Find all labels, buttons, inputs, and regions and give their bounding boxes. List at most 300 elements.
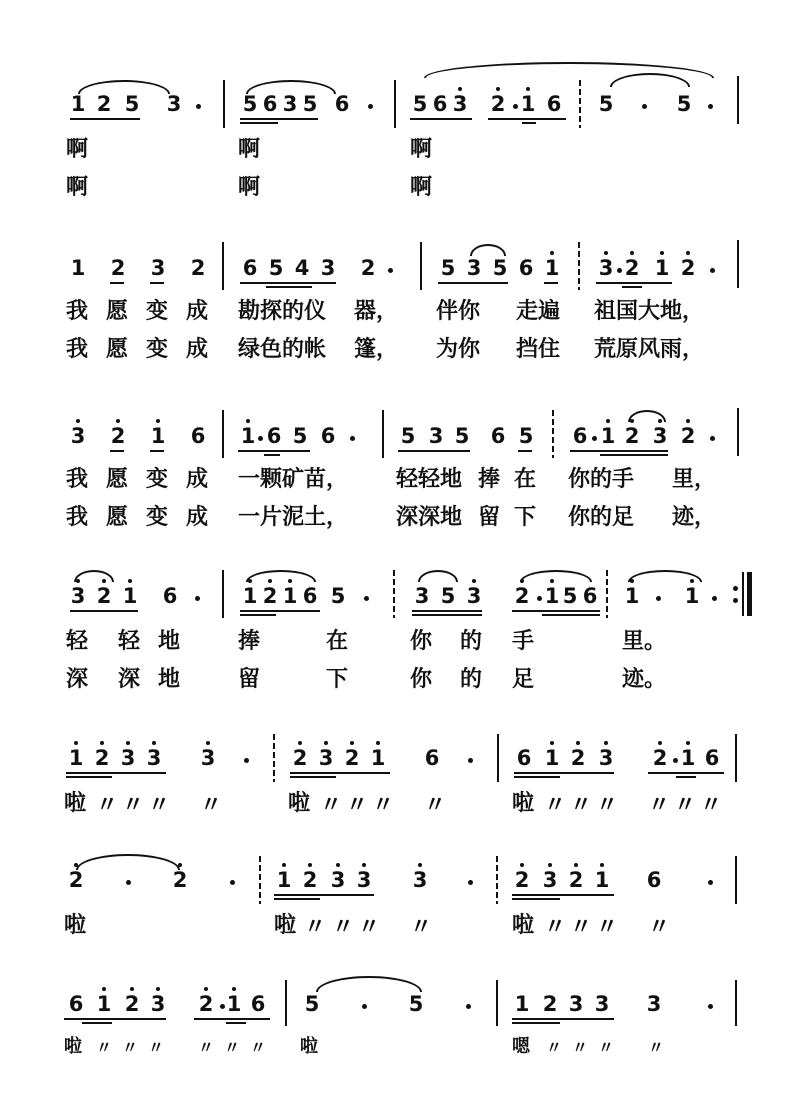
underline	[648, 772, 724, 774]
note: 1	[624, 586, 640, 607]
note: 5	[304, 992, 320, 1016]
lyric: 成	[186, 466, 209, 492]
note: 1	[68, 748, 84, 769]
lyric: 〃	[596, 792, 619, 818]
lyric: 变	[146, 336, 169, 362]
note: 3	[282, 92, 298, 116]
underline	[66, 776, 112, 778]
lyric: 深	[118, 666, 141, 692]
underline	[412, 610, 482, 612]
underline	[274, 894, 374, 896]
underline	[438, 282, 508, 284]
dot	[642, 104, 647, 109]
lyric: 啊	[238, 174, 261, 200]
lyric: 成	[186, 504, 209, 530]
lyric: 〃	[424, 792, 447, 818]
lyric: 我	[66, 504, 89, 530]
note: 5	[242, 92, 258, 116]
note: 1	[654, 258, 670, 279]
underline	[512, 1018, 614, 1020]
underline	[266, 286, 312, 288]
lyric: 轻轻地	[396, 466, 463, 492]
lyric: 下	[326, 666, 349, 692]
lyric: 的	[460, 628, 483, 654]
note: 5	[302, 92, 318, 116]
underline	[570, 450, 668, 452]
note: 5	[408, 992, 424, 1016]
note: 3	[146, 748, 162, 769]
note: 3	[320, 256, 336, 280]
lyric: 留	[238, 666, 261, 692]
underline	[150, 282, 164, 284]
lyric: 〃	[570, 914, 593, 940]
lyric: 挡住	[516, 336, 561, 362]
underline	[290, 772, 390, 774]
underline	[226, 1022, 246, 1024]
note: 1	[276, 870, 292, 891]
lyric: 啊	[66, 136, 89, 162]
bar-line	[382, 410, 384, 458]
note: 4	[294, 256, 310, 280]
underline	[66, 772, 166, 774]
lyric: 篷，	[354, 336, 399, 362]
slur	[316, 976, 422, 992]
lyric: 变	[146, 504, 169, 530]
note: 6	[646, 868, 662, 892]
underline	[514, 776, 560, 778]
lyric: 里。	[622, 628, 667, 654]
underline	[542, 614, 600, 616]
note: 2	[172, 870, 188, 891]
lyric: 你	[410, 666, 433, 692]
lyric: 为你	[436, 336, 481, 362]
note: 3	[414, 584, 430, 608]
underline	[240, 282, 336, 284]
note: 1	[226, 994, 242, 1015]
note: 3	[70, 586, 86, 607]
bar-line	[496, 980, 498, 1026]
underline	[238, 450, 310, 452]
note: 2	[542, 992, 558, 1016]
lyric: 留	[478, 504, 501, 530]
bar-line	[737, 240, 739, 288]
note: 6	[582, 584, 598, 608]
dot	[196, 104, 201, 109]
note: 2	[570, 748, 586, 769]
note: 6	[516, 746, 532, 770]
underline	[240, 614, 276, 616]
note: 1	[150, 426, 166, 447]
underline	[410, 118, 472, 120]
dot	[712, 596, 717, 601]
dot	[362, 1004, 367, 1009]
dot	[468, 758, 473, 763]
note: 3	[166, 92, 182, 116]
lyric: 捧	[478, 466, 501, 492]
note: 2	[490, 94, 506, 115]
bar-line	[735, 856, 737, 904]
underline	[110, 282, 124, 284]
note: 3	[412, 870, 428, 891]
lyric: 〃	[96, 792, 119, 818]
underline	[512, 894, 614, 896]
lyric: 你的手	[568, 466, 635, 492]
note: 6	[266, 424, 282, 448]
dot	[220, 1004, 225, 1009]
lyric: 〃	[544, 914, 567, 940]
dot	[468, 880, 473, 885]
note: 2	[514, 586, 530, 607]
underline	[82, 1022, 112, 1024]
note: 3	[70, 426, 86, 447]
lyric: 愿	[106, 298, 129, 324]
underline	[512, 898, 560, 900]
lyric: 〃	[674, 792, 697, 818]
note: 1	[600, 426, 616, 447]
dot	[592, 436, 597, 441]
underline	[512, 1022, 560, 1024]
lyric: 〃	[96, 1038, 113, 1057]
note: 1	[282, 586, 298, 607]
note: 1	[544, 258, 560, 279]
bar-line-dashed	[393, 570, 395, 618]
underline	[240, 118, 318, 120]
lyric: 〃	[372, 792, 395, 818]
lyric: 深深地	[396, 504, 463, 530]
lyric: 成	[186, 336, 209, 362]
underline	[412, 614, 482, 616]
dot	[195, 596, 200, 601]
dot	[617, 268, 622, 273]
underline	[512, 610, 600, 612]
note: 3	[598, 748, 614, 769]
bar-line-dashed	[579, 80, 581, 128]
underline	[64, 1018, 166, 1020]
dot	[513, 104, 518, 109]
lyric: 啊	[238, 136, 261, 162]
underline	[240, 610, 320, 612]
note: 3	[646, 992, 662, 1016]
underline	[518, 450, 532, 452]
lyric: 啦	[64, 790, 87, 816]
note: 1	[520, 94, 536, 115]
note: 3	[568, 992, 584, 1016]
dot	[710, 268, 715, 273]
note: 5	[292, 424, 308, 448]
lyric: 〃	[358, 914, 381, 940]
lyric: 地	[158, 628, 181, 654]
underline	[600, 454, 668, 456]
note: 6	[424, 746, 440, 770]
note: 2	[94, 748, 110, 769]
lyric: 〃	[122, 792, 145, 818]
underline	[110, 450, 124, 452]
lyric: 捧	[238, 628, 261, 654]
note: 2	[680, 258, 696, 279]
note: 5	[124, 92, 140, 116]
note: 5	[454, 424, 470, 448]
bar-line-dashed	[578, 242, 580, 290]
note: 6	[704, 746, 720, 770]
note: 1	[594, 870, 610, 891]
lyric: 一颗矿苗，	[238, 466, 349, 492]
underline	[676, 776, 696, 778]
note: 3	[428, 424, 444, 448]
lyric: 〃	[598, 1038, 615, 1057]
lyric: 〃	[198, 1038, 215, 1057]
lyric: 啦	[512, 912, 535, 938]
note: 1	[514, 992, 530, 1016]
lyric: 〃	[648, 1038, 665, 1057]
note: 6	[320, 424, 336, 448]
underline	[194, 1018, 270, 1020]
lyric: 绿色的帐	[238, 336, 327, 362]
note: 1	[544, 748, 560, 769]
note: 3	[150, 256, 166, 280]
lyric: 啊	[410, 174, 433, 200]
lyric: 轻	[66, 628, 89, 654]
slur	[520, 570, 592, 582]
lyric: 伴你	[436, 298, 481, 324]
note: 2	[110, 256, 126, 280]
lyric: 〃	[572, 1038, 589, 1057]
note: 2	[96, 586, 112, 607]
lyric: 变	[146, 466, 169, 492]
lyric: 啊	[66, 174, 89, 200]
lyric: 〃	[304, 914, 327, 940]
dot	[244, 758, 249, 763]
note: 3	[452, 94, 468, 115]
bar-line	[223, 80, 225, 128]
underline	[240, 122, 278, 124]
dot	[126, 880, 131, 885]
lyric: 〃	[570, 792, 593, 818]
lyric: 啦	[64, 912, 87, 938]
underline	[596, 282, 672, 284]
note: 3	[598, 258, 614, 279]
lyric: 足	[512, 666, 535, 692]
note: 1	[242, 586, 258, 607]
lyric: 在	[514, 466, 537, 492]
lyric: 〃	[410, 914, 433, 940]
lyric: 啦	[288, 790, 311, 816]
lyric: 地	[158, 666, 181, 692]
note: 5	[268, 256, 284, 280]
lyric: 深	[66, 666, 89, 692]
bar-line	[735, 734, 737, 782]
lyric: 〃	[700, 792, 723, 818]
note: 2	[568, 870, 584, 891]
note: 1	[544, 586, 560, 607]
slur	[74, 570, 114, 582]
note: 5	[492, 256, 508, 280]
note: 1	[70, 256, 86, 280]
lyric: 啦	[64, 1036, 82, 1057]
note: 5	[598, 92, 614, 116]
underline	[70, 118, 140, 120]
note: 3	[466, 586, 482, 607]
underline	[290, 776, 336, 778]
note: 6	[162, 584, 178, 608]
underline	[488, 118, 566, 120]
note: 6	[572, 424, 588, 448]
note: 6	[262, 92, 278, 116]
dot	[656, 596, 661, 601]
note: 5	[440, 584, 456, 608]
dot	[673, 758, 678, 763]
note: 2	[262, 586, 278, 607]
dot	[230, 880, 235, 885]
underline	[398, 450, 470, 452]
lyric: 成	[186, 298, 209, 324]
lyric: 愿	[106, 466, 129, 492]
dot	[466, 1004, 471, 1009]
note: 3	[466, 256, 482, 280]
underline	[70, 610, 138, 612]
note: 6	[334, 92, 350, 116]
note: 5	[412, 92, 428, 116]
bar-line	[420, 242, 422, 290]
lyric: 〃	[148, 792, 171, 818]
dot	[350, 436, 355, 441]
bar-line	[737, 408, 739, 456]
lyric: 轻	[118, 628, 141, 654]
bar-line	[497, 734, 499, 782]
note: 2	[292, 748, 308, 769]
lyric: 愿	[106, 504, 129, 530]
lyric: 〃	[546, 1038, 563, 1057]
lyric: 变	[146, 298, 169, 324]
note: 2	[360, 256, 376, 280]
lyric: 迹，	[672, 504, 717, 530]
note: 2	[514, 870, 530, 891]
bar-line-dashed	[273, 734, 275, 782]
bar-line	[285, 980, 287, 1026]
underline	[514, 772, 614, 774]
note: 6	[190, 424, 206, 448]
note: 1	[370, 748, 386, 769]
dot	[537, 596, 542, 601]
note: 2	[96, 92, 112, 116]
lyric: 勘探的仪	[238, 298, 327, 324]
lyric: 愿	[106, 336, 129, 362]
note: 5	[330, 584, 346, 608]
note: 6	[302, 584, 318, 608]
lyric: 在	[326, 628, 349, 654]
bar-line-dashed	[606, 570, 608, 618]
note: 3	[318, 748, 334, 769]
slur	[246, 570, 316, 582]
note: 2	[68, 870, 84, 891]
note: 1	[240, 426, 256, 447]
lyric: 〃	[332, 914, 355, 940]
note: 6	[250, 992, 266, 1016]
lyric: 里，	[672, 466, 717, 492]
slur	[78, 80, 170, 94]
lyric: 荒原风雨，	[594, 336, 705, 362]
lyric: 走遍	[516, 298, 561, 324]
lyric: 〃	[648, 914, 671, 940]
dot	[258, 436, 263, 441]
bar-line	[735, 980, 737, 1026]
dot	[708, 1004, 713, 1009]
slur	[76, 854, 180, 870]
note: 5	[676, 92, 692, 116]
note: 2	[110, 426, 126, 447]
lyric: 嗯	[512, 1036, 530, 1057]
note: 2	[652, 748, 668, 769]
lyric: 的	[460, 666, 483, 692]
note: 3	[120, 748, 136, 769]
lyric: 啦	[274, 912, 297, 938]
lyric: 你	[410, 628, 433, 654]
note: 1	[680, 748, 696, 769]
slur	[470, 244, 506, 256]
dot	[388, 268, 393, 273]
dot	[708, 880, 713, 885]
underline	[544, 282, 558, 284]
lyric: 〃	[648, 792, 671, 818]
dot	[708, 104, 713, 109]
note: 2	[190, 256, 206, 280]
bar-line-dashed	[496, 856, 498, 904]
lyric: 啦	[512, 790, 535, 816]
lyric: 祖国大地，	[594, 298, 705, 324]
lyric: 〃	[320, 792, 343, 818]
lyric: 我	[66, 298, 89, 324]
dot	[368, 104, 373, 109]
note: 1	[70, 92, 86, 116]
lyric: 〃	[122, 1038, 139, 1057]
lyric: 〃	[250, 1038, 267, 1057]
lyric: 啦	[300, 1036, 318, 1057]
note: 3	[542, 870, 558, 891]
lyric: 下	[514, 504, 537, 530]
underline	[274, 898, 320, 900]
underline	[150, 450, 164, 452]
bar-line-dashed	[259, 856, 261, 904]
note: 3	[652, 426, 668, 447]
note: 6	[518, 256, 534, 280]
note: 2	[680, 426, 696, 447]
underline	[264, 454, 280, 456]
note: 2	[624, 426, 640, 447]
bar-line	[222, 242, 224, 290]
note: 6	[68, 992, 84, 1016]
note: 3	[356, 870, 372, 891]
lyric: 器，	[354, 298, 399, 324]
note: 6	[546, 92, 562, 116]
note: 3	[330, 870, 346, 891]
lyric: 迹。	[622, 666, 667, 692]
bar-line	[737, 76, 739, 124]
underline	[522, 122, 536, 124]
note: 6	[490, 424, 506, 448]
slur	[418, 570, 458, 582]
lyric: 〃	[596, 914, 619, 940]
note: 2	[198, 994, 214, 1015]
note: 6	[432, 92, 448, 116]
lyric: 我	[66, 466, 89, 492]
lyric: 我	[66, 336, 89, 362]
note: 3	[150, 994, 166, 1015]
lyric: 你的足	[568, 504, 635, 530]
bar-line-dashed	[552, 410, 554, 458]
note: 5	[518, 424, 534, 448]
lyric: 一片泥土，	[238, 504, 349, 530]
note: 3	[200, 748, 216, 769]
note: 1	[684, 586, 700, 607]
